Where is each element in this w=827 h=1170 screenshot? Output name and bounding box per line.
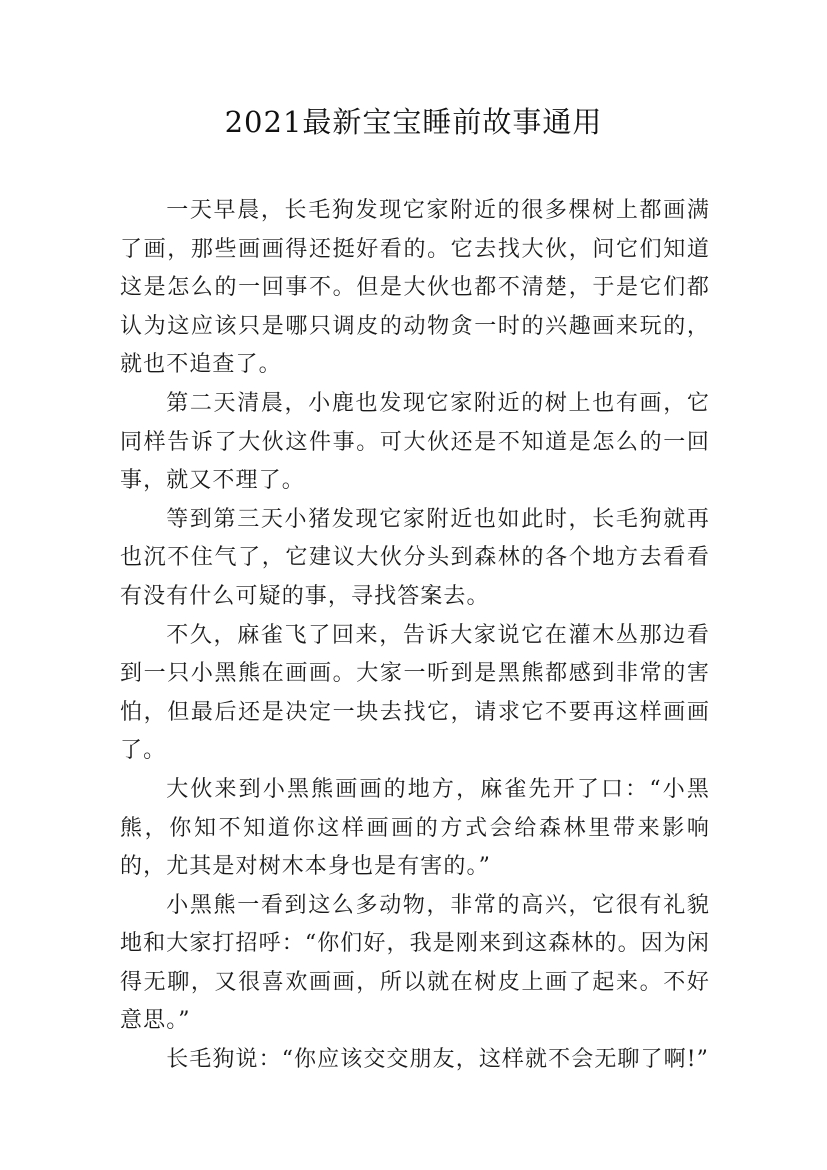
paragraph: 一天早晨，长毛狗发现它家附近的很多棵树上都画满了画，那些画画得还挺好看的。它去找大伙，问它们知道这是怎么的一回事不。但是大伙也都不清楚，于是它们都认为这应该只是哪只调皮的动物贪一时的兴趣画来玩的，就也不追查了。: [120, 198, 710, 378]
paragraph: 小黑熊一看到这么多动物，非常的高兴，它很有礼貌地和大家打招呼：“你们好，我是刚来到这森林的。因为闲得无聊，又很喜欢画画，所以就在树皮上画了起来。不好意思。”: [120, 892, 710, 1034]
document-title: 2021最新宝宝睡前故事通用: [224, 105, 603, 139]
paragraph: 不久，麻雀飞了回来，告诉大家说它在灌木丛那边看到一只小黑熊在画画。大家一听到是黑熊都感到非常的害怕，但最后还是决定一块去找它，请求它不要再这样画画了。: [120, 622, 710, 764]
paragraph: 大伙来到小黑熊画画的地方，麻雀先开了口：“小黑熊，你知不知道你这样画画的方式会给森林里带来影响的，尤其是对树木本身也是有害的。”: [120, 776, 710, 880]
paragraph: 长毛狗说：“你应该交交朋友，这样就不会无聊了啊!”: [166, 1047, 710, 1073]
paragraph: 等到第三天小猪发现它家附近也如此时，长毛狗就再也沉不住气了，它建议大伙分头到森林的各个地方去看看有没有什么可疑的事，寻找答案去。: [120, 506, 710, 609]
document-body: [120, 192, 710, 1080]
paragraph: 第二天清晨，小鹿也发现它家附近的树上也有画，它同样告诉了大伙这件事。可大伙还是不知道是怎么的一回事，就又不理了。: [120, 390, 710, 494]
